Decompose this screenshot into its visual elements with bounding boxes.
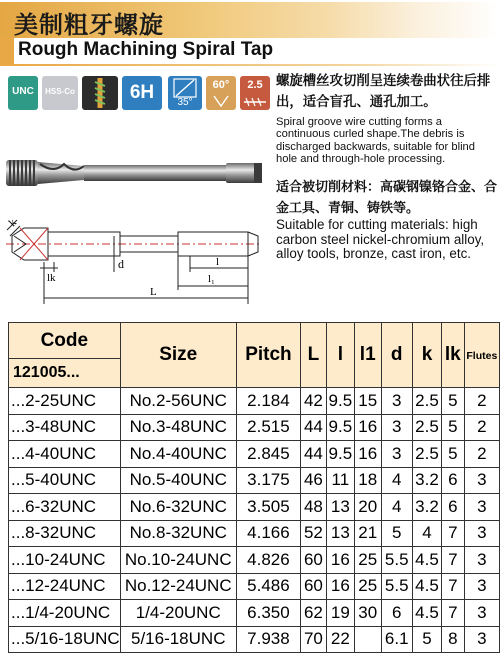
header-d: d	[381, 323, 412, 388]
cell-size: 1/4-20UNC	[120, 600, 236, 627]
cell-d: 6	[381, 600, 412, 627]
cell-flutes: 3	[464, 494, 499, 521]
table-row	[9, 547, 500, 574]
table-row	[9, 520, 500, 547]
cell-l: 13	[326, 494, 354, 521]
cell-l1	[354, 626, 381, 653]
cell-flutes: 3	[464, 467, 499, 494]
header-l1: l1	[354, 323, 381, 388]
cell-flutes: 3	[464, 626, 499, 653]
header-flutes: Flutes	[464, 323, 499, 388]
hss-co-icon: HSS-Co	[42, 76, 78, 110]
cell-pitch: 7.938	[236, 626, 300, 653]
spec-table	[8, 322, 500, 653]
cell-l: 19	[326, 600, 354, 627]
cell-size: No.10-24UNC	[120, 547, 236, 574]
drill-bit-icon	[82, 76, 118, 110]
header-lk: lk	[441, 323, 464, 388]
table-row	[9, 467, 500, 494]
cell-l1: 16	[354, 414, 381, 441]
angle-symbol-icon	[206, 94, 236, 108]
cell-code: ...10-24UNC	[9, 547, 121, 574]
table-row	[9, 441, 500, 468]
cell-k: 3.2	[412, 494, 441, 521]
cell-lk: 5	[441, 388, 464, 415]
title-chinese: 美制粗牙螺旋	[14, 11, 164, 39]
cell-d: 3	[381, 441, 412, 468]
cell-l: 13	[326, 520, 354, 547]
cell-flutes: 3	[464, 547, 499, 574]
header-size: Size	[120, 323, 236, 388]
cell-lk: 7	[441, 547, 464, 574]
cell-code: ...3-48UNC	[9, 414, 121, 441]
flute-count-icon: 2.5	[240, 76, 270, 110]
cell-L: 60	[301, 573, 327, 600]
cell-flutes: 3	[464, 520, 499, 547]
tolerance-icon: 6H	[122, 76, 162, 110]
cell-pitch: 2.845	[236, 441, 300, 468]
header-code-prefix: 121005...	[9, 359, 121, 388]
technical-drawing	[4, 214, 266, 306]
cell-pitch: 6.350	[236, 600, 300, 627]
cell-pitch: 3.505	[236, 494, 300, 521]
cell-k: 5	[412, 626, 441, 653]
cell-L: 44	[301, 441, 327, 468]
cell-l: 16	[326, 573, 354, 600]
header-band-fade	[330, 2, 500, 38]
cell-d: 5.5	[381, 573, 412, 600]
cell-d: 3	[381, 388, 412, 415]
unc-thread-icon: UNC	[8, 76, 38, 110]
cell-lk: 5	[441, 414, 464, 441]
cell-lk: 7	[441, 573, 464, 600]
cell-flutes: 2	[464, 388, 499, 415]
table-row	[9, 414, 500, 441]
cell-L: 60	[301, 547, 327, 574]
feature-icons	[8, 76, 270, 110]
flute-symbol-icon	[240, 95, 270, 109]
table-row	[9, 626, 500, 653]
cell-l: 11	[326, 467, 354, 494]
cell-code: ...6-32UNC	[9, 494, 121, 521]
cell-l1: 25	[354, 547, 381, 574]
table-header-row	[9, 323, 500, 359]
cell-d: 3	[381, 414, 412, 441]
cell-l: 9.5	[326, 388, 354, 415]
cell-l1: 18	[354, 467, 381, 494]
subtitle-bar	[0, 38, 500, 64]
header-L: L	[301, 323, 327, 388]
subtitle-accent	[0, 38, 14, 64]
dim-k-label: k	[6, 216, 20, 230]
tap-illustration	[4, 152, 266, 194]
cell-pitch: 2.515	[236, 414, 300, 441]
cell-L: 52	[301, 520, 327, 547]
table-row	[9, 573, 500, 600]
cell-flutes: 2	[464, 441, 499, 468]
cell-l: 9.5	[326, 414, 354, 441]
header-k: k	[412, 323, 441, 388]
description-english-1: Spiral groove wire cutting forms a continuous curled shape.The debris is discharged backwards, suitable for blind hole and through-hole processing.	[276, 116, 475, 166]
cell-L: 42	[301, 388, 327, 415]
coating-icon	[82, 76, 118, 110]
table-row	[9, 388, 500, 415]
cell-size: No.5-40UNC	[120, 467, 236, 494]
cell-d: 4	[381, 467, 412, 494]
cell-k: 4.5	[412, 600, 441, 627]
header-l: l	[326, 323, 354, 388]
cell-size: No.2-56UNC	[120, 388, 236, 415]
dim-l1-label: l₁	[208, 273, 215, 285]
cell-pitch: 3.175	[236, 467, 300, 494]
title-english: Rough Machining Spiral Tap	[18, 39, 274, 60]
cell-L: 62	[301, 600, 327, 627]
cell-L: 44	[301, 414, 327, 441]
cell-k: 4.5	[412, 547, 441, 574]
cell-k: 2.5	[412, 414, 441, 441]
cell-code: ...5/16-18UNC	[9, 626, 121, 653]
cell-pitch: 5.486	[236, 573, 300, 600]
header-pitch: Pitch	[236, 323, 300, 388]
cell-l1: 30	[354, 600, 381, 627]
header-code: Code	[9, 323, 121, 359]
description-english-2: Suitable for cutting materials: high carbon steel nickel-chromium alloy, alloy tools, bronze, cast iron, etc.	[276, 217, 485, 261]
cell-flutes: 2	[464, 414, 499, 441]
cell-lk: 5	[441, 441, 464, 468]
cell-lk: 7	[441, 600, 464, 627]
description-chinese-1: 螺旋槽丝攻切削呈连续卷曲状往后排出，适合盲孔、通孔加工。	[276, 74, 491, 110]
cell-k: 2.5	[412, 388, 441, 415]
cell-k: 4	[412, 520, 441, 547]
cell-size: No.6-32UNC	[120, 494, 236, 521]
helix-angle-icon: 35°	[168, 76, 202, 110]
cell-L: 46	[301, 467, 327, 494]
cell-pitch: 4.166	[236, 520, 300, 547]
cell-size: No.8-32UNC	[120, 520, 236, 547]
thread-angle-icon: 60°	[206, 76, 236, 110]
cell-k: 4.5	[412, 573, 441, 600]
page-header	[0, 0, 500, 66]
cell-l1: 21	[354, 520, 381, 547]
cell-size: No.4-40UNC	[120, 441, 236, 468]
description-chinese-2: 适合被切削材料：高碳钢镍铬合金、合金工具、青铜、铸铁等。	[276, 180, 498, 216]
cell-pitch: 2.184	[236, 388, 300, 415]
cell-k: 3.2	[412, 467, 441, 494]
cell-lk: 7	[441, 520, 464, 547]
cell-L: 70	[301, 626, 327, 653]
cell-l1: 25	[354, 573, 381, 600]
dim-lk-label: lk	[47, 272, 56, 284]
cell-size: No.12-24UNC	[120, 573, 236, 600]
cell-L: 48	[301, 494, 327, 521]
cell-d: 5.5	[381, 547, 412, 574]
cell-flutes: 3	[464, 600, 499, 627]
cell-d: 5	[381, 520, 412, 547]
cell-k: 2.5	[412, 441, 441, 468]
dim-l-label: l	[216, 256, 220, 268]
cell-code: ...12-24UNC	[9, 573, 121, 600]
cell-code: ...2-25UNC	[9, 388, 121, 415]
table-row	[9, 600, 500, 627]
cell-code: ...5-40UNC	[9, 467, 121, 494]
cell-l: 9.5	[326, 441, 354, 468]
cell-l: 22	[326, 626, 354, 653]
cell-l: 16	[326, 547, 354, 574]
cell-code: ...8-32UNC	[9, 520, 121, 547]
table-body	[9, 388, 500, 653]
cell-d: 4	[381, 494, 412, 521]
cell-l1: 15	[354, 388, 381, 415]
dim-d-label: d	[118, 257, 124, 271]
cell-d: 6.1	[381, 626, 412, 653]
cell-size: No.3-48UNC	[120, 414, 236, 441]
cell-l1: 16	[354, 441, 381, 468]
cell-lk: 6	[441, 494, 464, 521]
cell-flutes: 3	[464, 573, 499, 600]
cell-code: ...1/4-20UNC	[9, 600, 121, 627]
table-row	[9, 494, 500, 521]
cell-pitch: 4.826	[236, 547, 300, 574]
dim-L-label: L	[150, 286, 157, 298]
cell-lk: 8	[441, 626, 464, 653]
cell-code: ...4-40UNC	[9, 441, 121, 468]
cell-l1: 20	[354, 494, 381, 521]
cell-size: 5/16-18UNC	[120, 626, 236, 653]
cell-lk: 6	[441, 467, 464, 494]
subtitle-underline	[0, 64, 500, 66]
